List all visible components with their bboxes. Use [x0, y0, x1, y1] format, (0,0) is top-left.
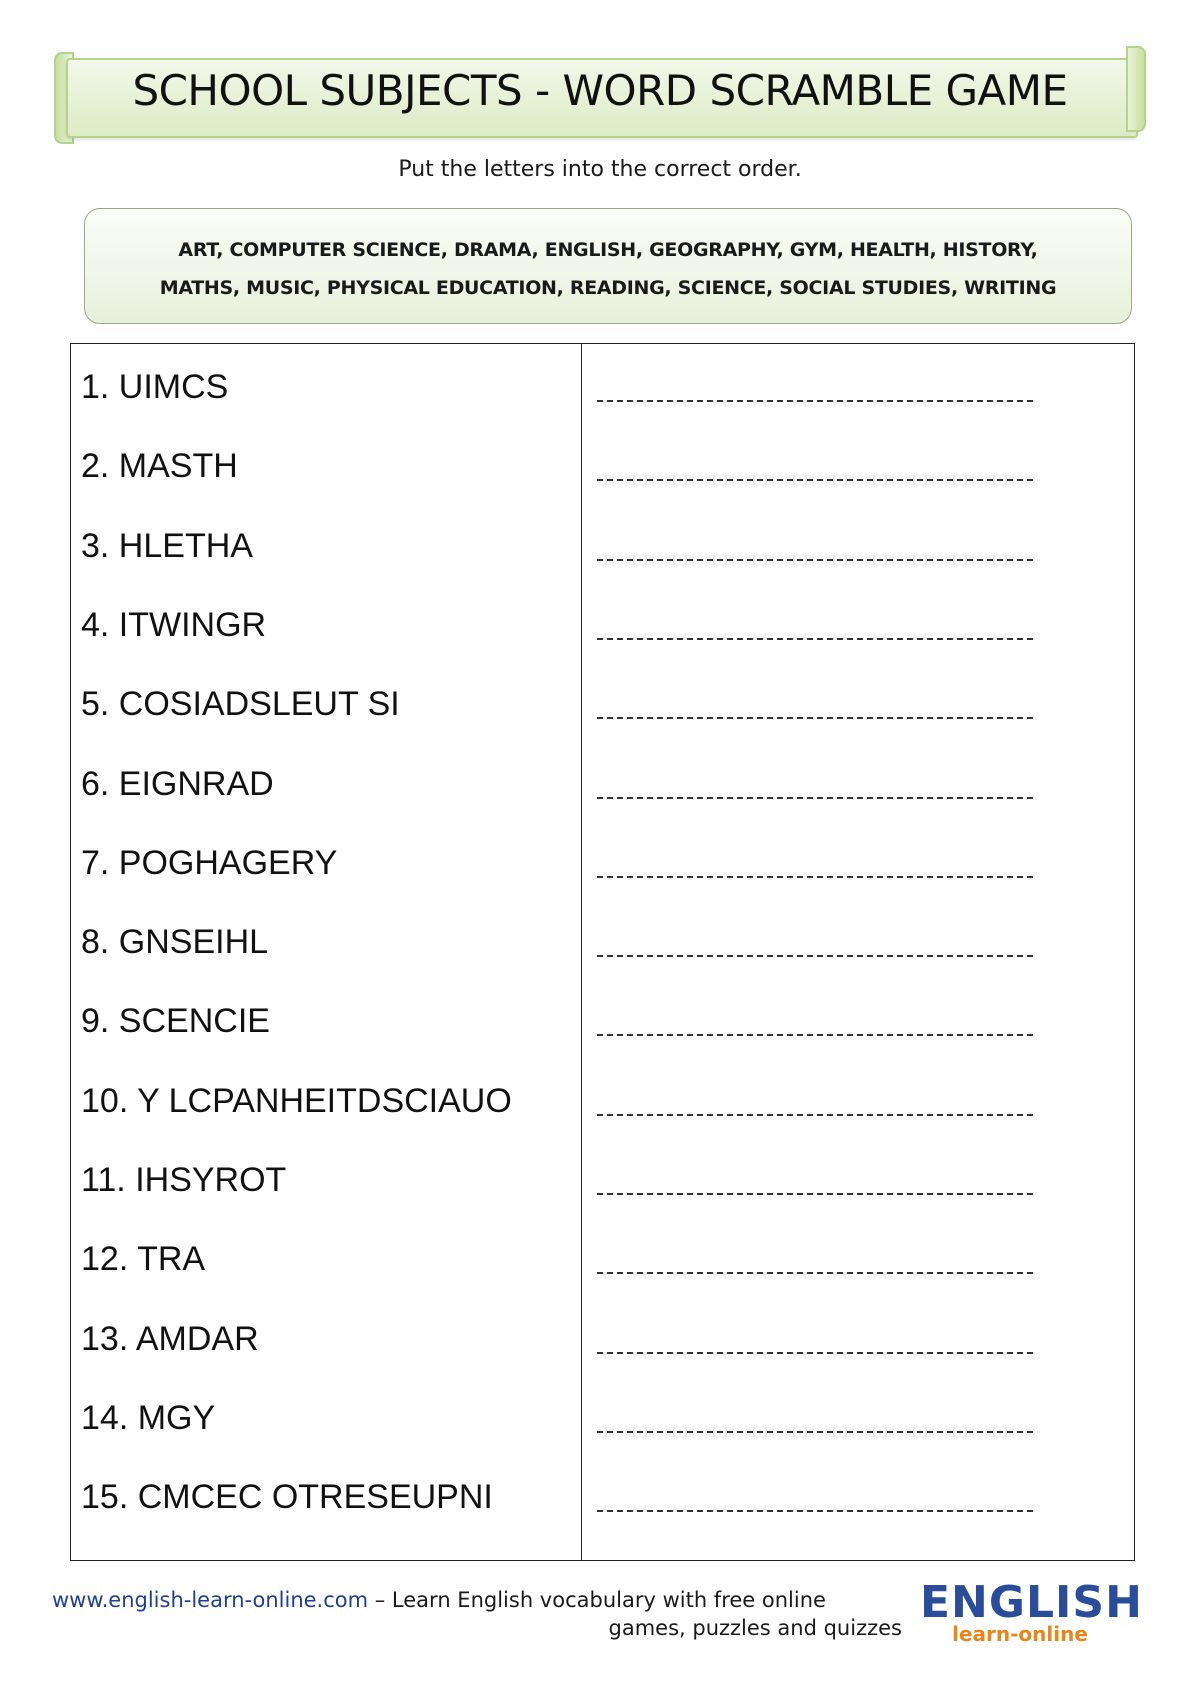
scrambled-word: 11. IHSYROT	[81, 1161, 287, 1199]
word-bank-line-2: MATHS, MUSIC, PHYSICAL EDUCATION, READING, SCIENCE, SOCIAL STUDIES, WRITING	[159, 277, 1057, 299]
table-row	[71, 1478, 1133, 1557]
scrambled-word: 4. ITWINGR	[81, 605, 267, 644]
answer-blank-line[interactable]	[597, 1272, 1033, 1274]
footer	[52, 1588, 902, 1640]
answer-blank-line[interactable]	[597, 717, 1033, 719]
footer-tagline-2: games, puzzles and quizzes	[608, 1616, 902, 1640]
table-row	[71, 1399, 1133, 1478]
scrambled-word: 14. MGY	[81, 1398, 216, 1437]
table-row	[71, 1082, 1133, 1161]
answer-blank-line[interactable]	[597, 1114, 1033, 1116]
scrambled-word: 12. TRA	[81, 1240, 206, 1279]
table-row	[71, 1161, 1133, 1240]
footer-tagline-1: – Learn English vocabulary with free online	[368, 1588, 826, 1612]
answer-blank-line[interactable]	[597, 876, 1033, 878]
answer-blank-line[interactable]	[597, 638, 1033, 640]
word-bank-line-1: ART, COMPUTER SCIENCE, DRAMA, ENGLISH, GEOGRAPHY, GYM, HEALTH, HISTORY,	[178, 239, 1038, 261]
scrambled-word: 15. CMCEC OTRESEUPNI	[81, 1478, 493, 1517]
answer-blank-line[interactable]	[597, 797, 1033, 799]
instruction-text: Put the letters into the correct order.	[398, 157, 802, 182]
table-row	[71, 765, 1133, 844]
table-row	[71, 685, 1133, 764]
table-row	[71, 923, 1133, 1002]
table-row	[71, 606, 1133, 685]
answer-blank-line[interactable]	[597, 955, 1033, 957]
table-row	[71, 527, 1133, 606]
english-learn-online-logo	[920, 1577, 1143, 1650]
scrambled-word: 13. AMDAR	[81, 1319, 259, 1358]
scramble-table	[70, 343, 1135, 1561]
table-row	[71, 447, 1133, 526]
scrambled-word: 1. UIMCS	[81, 368, 229, 406]
answer-blank-line[interactable]	[597, 1431, 1033, 1433]
table-row	[71, 1240, 1133, 1319]
page-title: SCHOOL SUBJECTS - WORD SCRAMBLE GAME	[132, 66, 1068, 115]
answer-blank-line[interactable]	[597, 1510, 1033, 1512]
footer-website-link[interactable]: www.english-learn-online.com	[52, 1588, 369, 1612]
scrambled-word: 7. POGHAGERY	[81, 843, 338, 882]
answer-blank-line[interactable]	[597, 1352, 1033, 1354]
answer-blank-line[interactable]	[597, 559, 1033, 561]
logo-sub-text: learn-online	[952, 1622, 1088, 1646]
scrambled-word: 8. GNSEIHL	[81, 923, 269, 962]
scrambled-word: 2. MASTH	[81, 447, 238, 486]
scrambled-word: 9. SCENCIE	[81, 1002, 270, 1041]
answer-blank-line[interactable]	[597, 1034, 1033, 1036]
word-bank-box	[84, 208, 1132, 324]
footer-line-1	[52, 1588, 902, 1612]
table-row	[71, 368, 1133, 447]
table-row	[71, 1002, 1133, 1081]
answer-blank-line[interactable]	[597, 479, 1033, 481]
title-banner	[54, 52, 1146, 140]
logo-main-text: ENGLISH	[920, 1577, 1143, 1628]
answer-blank-line[interactable]	[597, 1193, 1033, 1195]
scrambled-word: 3. HLETHA	[81, 526, 253, 565]
table-row	[71, 1320, 1133, 1399]
scrambled-word: 10. Y LCPANHEITDSCIAUO	[81, 1081, 512, 1120]
answer-blank-line[interactable]	[597, 400, 1033, 402]
scrambled-word: 5. COSIADSLEUT SI	[81, 685, 400, 724]
table-row	[71, 844, 1133, 923]
scrambled-word: 6. EIGNRAD	[81, 764, 274, 803]
